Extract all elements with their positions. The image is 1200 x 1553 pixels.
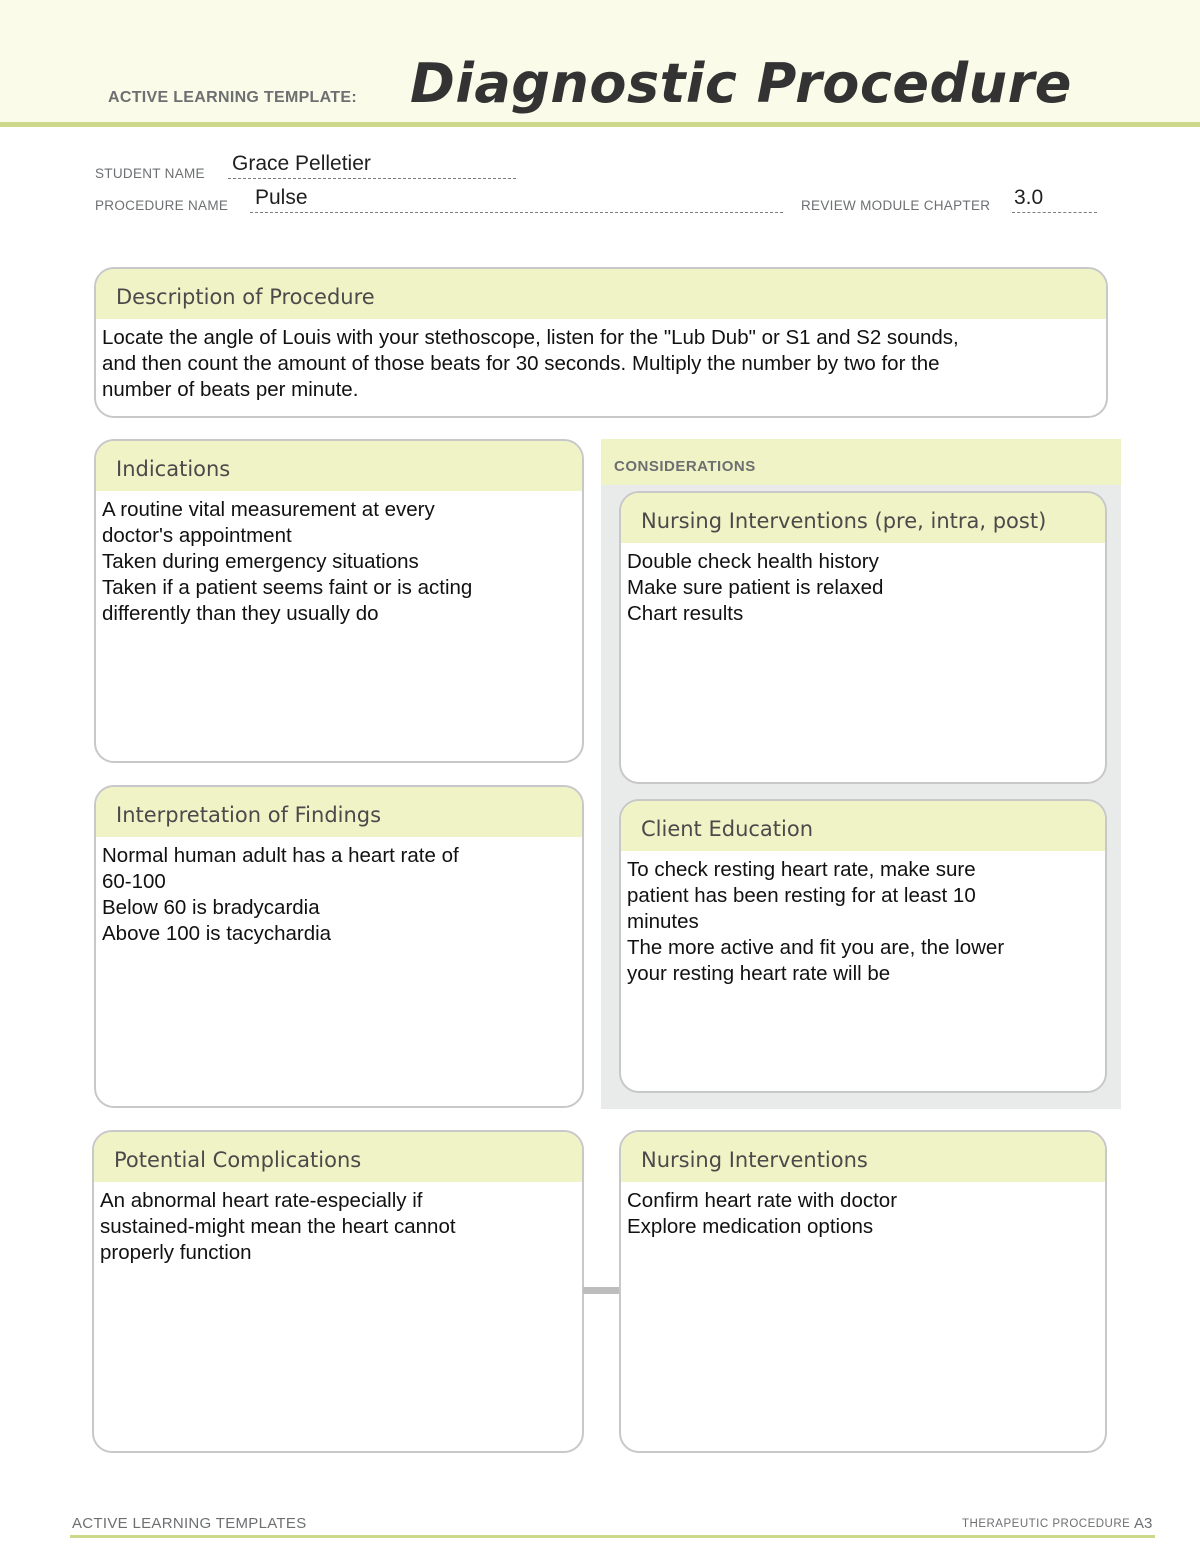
nursing-interventions-line: Explore medication options (627, 1215, 874, 1238)
complications-line: sustained-might mean the heart cannot (100, 1215, 456, 1238)
interpretation-line: Normal human adult has a heart rate of (102, 844, 459, 867)
header-divider (0, 122, 1200, 127)
box-connector (583, 1287, 621, 1294)
nursing-pre-text[interactable] (621, 543, 1105, 627)
indications-line: Taken during emergency situations (102, 550, 419, 573)
nursing-pre-line: Double check health history (627, 550, 879, 573)
description-box (94, 267, 1108, 418)
nursing-interventions-line: Confirm heart rate with doctor (627, 1189, 898, 1212)
description-line: Locate the angle of Louis with your stethoscope, listen for the "Lub Dub" or S1 and S2 sounds, (102, 326, 959, 349)
client-education-line: patient has been resting for at least 10 (627, 884, 976, 907)
complications-title: Potential Complications (94, 1132, 582, 1182)
description-line: number of beats per minute. (102, 378, 359, 401)
client-education-title: Client Education (621, 801, 1105, 851)
considerations-label: CONSIDERATIONS (614, 458, 756, 475)
student-name-label: STUDENT NAME (95, 166, 205, 181)
procedure-name-line (250, 212, 783, 213)
procedure-name-label: PROCEDURE NAME (95, 198, 229, 213)
page-title: Diagnostic Procedure (410, 52, 1072, 115)
indications-title: Indications (96, 441, 582, 491)
indications-text[interactable] (96, 491, 582, 627)
nursing-pre-title: Nursing Interventions (pre, intra, post) (621, 493, 1105, 543)
description-title: Description of Procedure (96, 269, 1106, 319)
client-education-line: minutes (627, 910, 699, 933)
indications-line: differently than they usually do (102, 602, 379, 625)
nursing-pre-box (619, 491, 1107, 784)
indications-line: doctor's appointment (102, 524, 292, 547)
footer-divider (70, 1535, 1155, 1538)
footer-left-label: ACTIVE LEARNING TEMPLATES (72, 1515, 307, 1532)
description-line: and then count the amount of those beats for 30 seconds. Multiply the number by two for the (102, 352, 940, 375)
review-module-label: REVIEW MODULE CHAPTER (801, 198, 991, 213)
student-name-line (228, 178, 516, 179)
footer-right-label: THERAPEUTIC PROCEDURE (962, 1518, 1131, 1530)
nursing-interventions-text[interactable] (621, 1182, 1105, 1240)
indications-line: Taken if a patient seems faint or is acting (102, 576, 473, 599)
indications-line: A routine vital measurement at every (102, 498, 435, 521)
client-education-line: your resting heart rate will be (627, 962, 891, 985)
indications-box (94, 439, 584, 763)
client-education-line: To check resting heart rate, make sure (627, 858, 976, 881)
procedure-name-field[interactable]: Pulse (255, 186, 308, 209)
nursing-pre-line: Chart results (627, 602, 744, 625)
interpretation-text[interactable] (96, 837, 582, 947)
interpretation-line: Below 60 is bradycardia (102, 896, 320, 919)
complications-line: properly function (100, 1241, 252, 1264)
complications-text[interactable] (94, 1182, 582, 1266)
template-label: ACTIVE LEARNING TEMPLATE: (108, 89, 357, 106)
nursing-interventions-title: Nursing Interventions (621, 1132, 1105, 1182)
interpretation-box (94, 785, 584, 1108)
footer-page-number: A3 (1134, 1515, 1153, 1532)
review-module-field[interactable]: 3.0 (1014, 186, 1044, 209)
interpretation-line: Above 100 is tacychardia (102, 922, 332, 945)
description-text[interactable] (96, 319, 1106, 403)
complications-line: An abnormal heart rate-especially if (100, 1189, 423, 1212)
nursing-pre-line: Make sure patient is relaxed (627, 576, 884, 599)
nursing-interventions-box (619, 1130, 1107, 1453)
client-education-box (619, 799, 1107, 1093)
interpretation-line: 60-100 (102, 870, 166, 893)
interpretation-title: Interpretation of Findings (96, 787, 582, 837)
complications-box (92, 1130, 584, 1453)
review-module-line (1012, 212, 1097, 213)
student-name-field[interactable]: Grace Pelletier (232, 152, 371, 175)
client-education-text[interactable] (621, 851, 1105, 987)
client-education-line: The more active and fit you are, the lower (627, 936, 1005, 959)
